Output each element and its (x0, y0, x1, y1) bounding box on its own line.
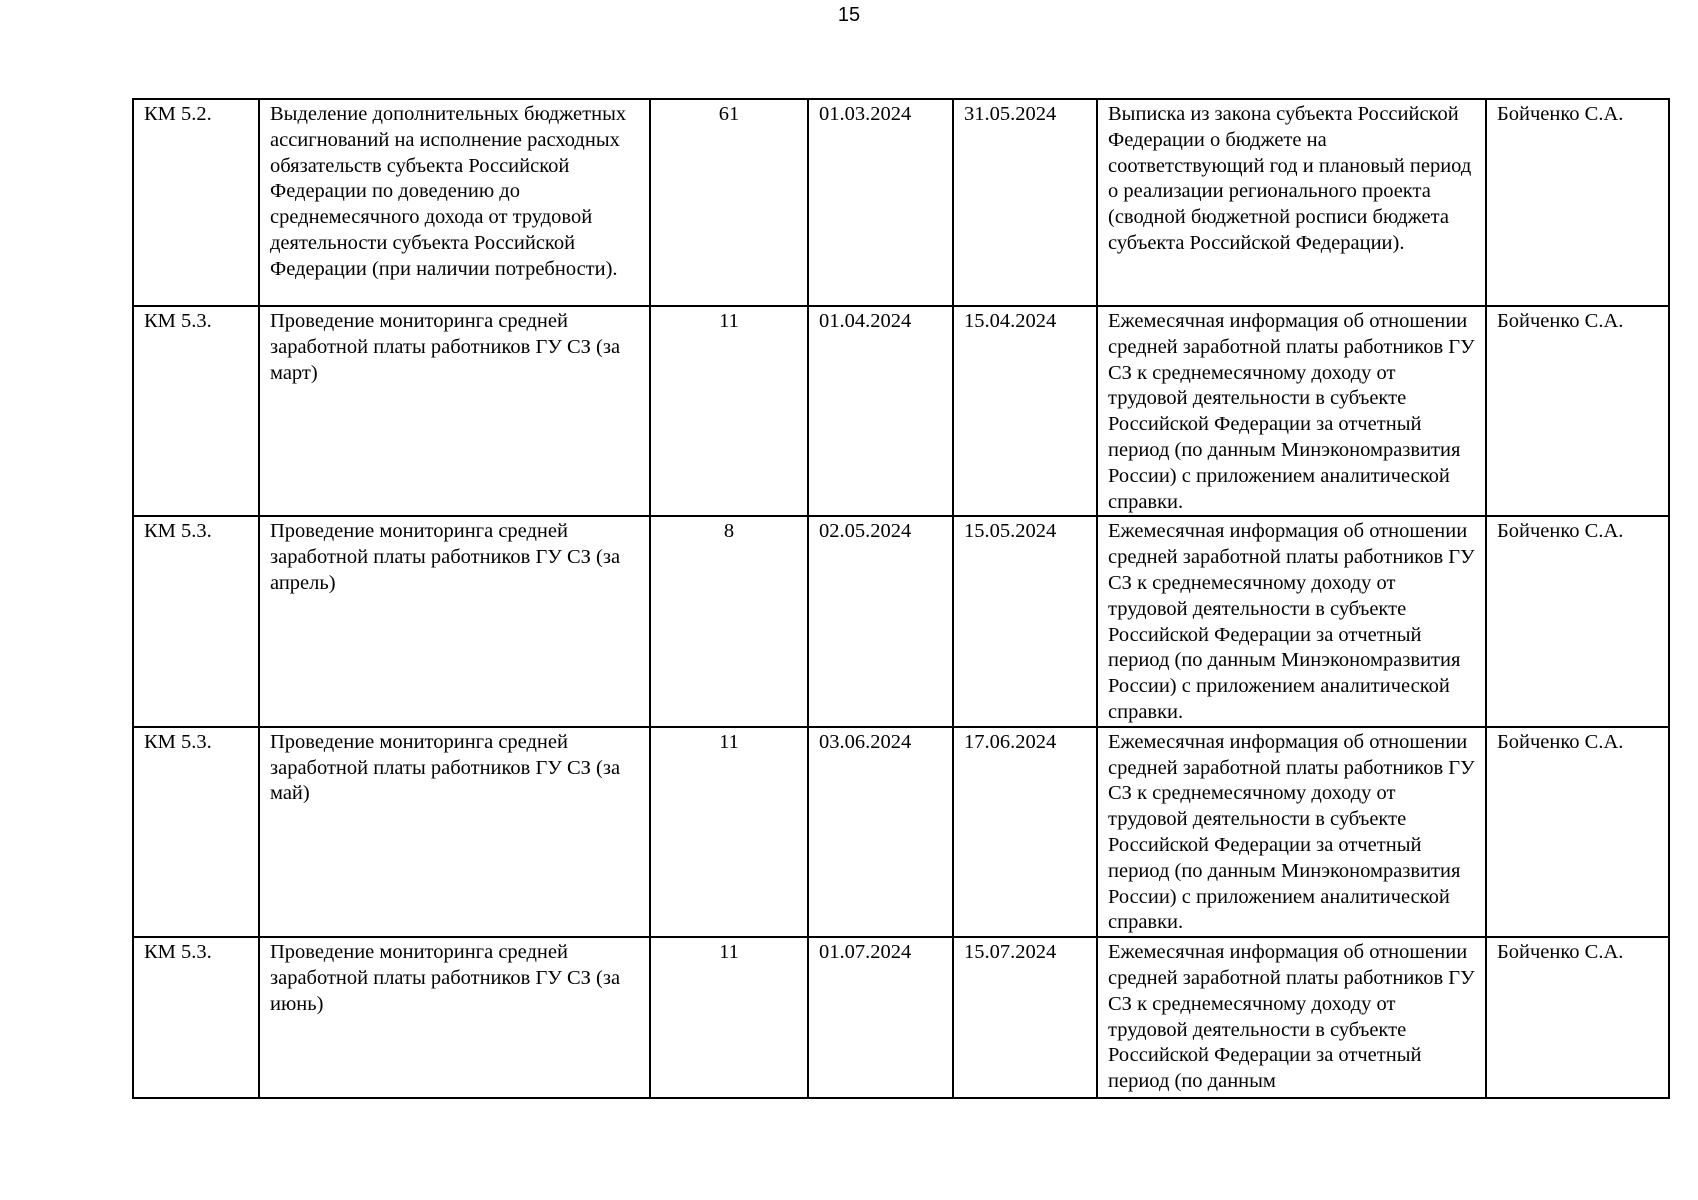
milestone-code: КМ 5.3. (133, 937, 259, 1098)
result-document: Ежемесячная информация об отношении средней заработной платы работников ГУ СЗ к среднемесячному доходу от трудовой деятельности в субъекте Российской Федерации за отчетный период (по данным Минэкономразвития России) с приложением аналитической справки. (1097, 516, 1486, 726)
duration-days: 11 (650, 306, 808, 516)
table-row (133, 937, 1669, 1098)
page-number: 15 (837, 4, 861, 26)
milestone-description: Проведение мониторинга средней заработной платы работников ГУ СЗ (за апрель) (259, 516, 650, 726)
milestone-description: Выделение дополнительных бюджетных ассигнований на исполнение расходных обязательств субъекта Российской Федерации по доведению до среднемесячного дохода от трудовой деятельности субъекта Российской Федерации (при наличии потребности). (259, 99, 650, 306)
milestone-description: Проведение мониторинга средней заработной платы работников ГУ СЗ (за март) (259, 306, 650, 516)
milestone-code: КМ 5.2. (133, 99, 259, 306)
milestone-code: КМ 5.3. (133, 727, 259, 937)
milestone-code: КМ 5.3. (133, 306, 259, 516)
milestone-description: Проведение мониторинга средней заработной платы работников ГУ СЗ (за июнь) (259, 937, 650, 1098)
result-document: Ежемесячная информация об отношении средней заработной платы работников ГУ СЗ к среднемесячному доходу от трудовой деятельности в субъекте Российской Федерации за отчетный период (по данным Минэкономразвития России) с приложением аналитической справки. (1097, 727, 1486, 937)
milestones-table (132, 98, 1670, 1099)
milestone-code: КМ 5.3. (133, 516, 259, 726)
end-date: 15.04.2024 (953, 306, 1097, 516)
result-document: Ежемесячная информация об отношении средней заработной платы работников ГУ СЗ к среднемесячному доходу от трудовой деятельности в субъекте Российской Федерации за отчетный период (по данным Минэкономразвития России) с приложением аналитической справки. (1097, 306, 1486, 516)
end-date: 15.07.2024 (953, 937, 1097, 1098)
responsible-person: Бойченко С.А. (1486, 727, 1669, 937)
responsible-person: Бойченко С.А. (1486, 99, 1669, 306)
duration-days: 11 (650, 727, 808, 937)
start-date: 01.04.2024 (808, 306, 953, 516)
responsible-person: Бойченко С.А. (1486, 937, 1669, 1098)
duration-days: 11 (650, 937, 808, 1098)
responsible-person: Бойченко С.А. (1486, 516, 1669, 726)
table-row (133, 727, 1669, 937)
start-date: 01.07.2024 (808, 937, 953, 1098)
result-document: Выписка из закона субъекта Российской Федерации о бюджете на соответствующий год и плановый период о реализации регионального проекта (сводной бюджетной росписи бюджета субъекта Российской Федерации). (1097, 99, 1486, 306)
end-date: 31.05.2024 (953, 99, 1097, 306)
start-date: 01.03.2024 (808, 99, 953, 306)
duration-days: 61 (650, 99, 808, 306)
duration-days: 8 (650, 516, 808, 726)
start-date: 02.05.2024 (808, 516, 953, 726)
milestone-description: Проведение мониторинга средней заработной платы работников ГУ СЗ (за май) (259, 727, 650, 937)
table-row (133, 306, 1669, 516)
end-date: 15.05.2024 (953, 516, 1097, 726)
result-document: Ежемесячная информация об отношении средней заработной платы работников ГУ СЗ к среднемесячному доходу от трудовой деятельности в субъекте Российской Федерации за отчетный период (по данным (1097, 937, 1486, 1098)
table-row (133, 516, 1669, 726)
start-date: 03.06.2024 (808, 727, 953, 937)
responsible-person: Бойченко С.А. (1486, 306, 1669, 516)
end-date: 17.06.2024 (953, 727, 1097, 937)
table-row (133, 99, 1669, 306)
